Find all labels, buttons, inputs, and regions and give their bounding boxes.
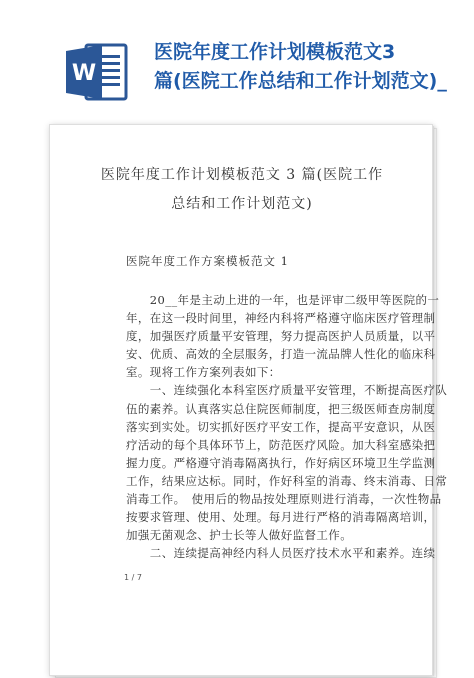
svg-text:W: W	[71, 61, 97, 86]
body-line: 按要求管理、使用、处理。每月进行严格的消毒隔离培训，	[126, 510, 436, 525]
body-line: 年，在这一段时间里，神经内科将严格遵守临床医疗管理制	[126, 311, 436, 326]
body-line: 安、优质、高效的全层服务，打造一流品牌人性化的临床科	[126, 347, 436, 362]
body-line: 握力度。严格遵守消毒隔离执行，作好病区环境卫生学监测	[126, 455, 436, 470]
body-line: 落实到实处。切实抓好医疗平安工作，提高平安意识，从医	[126, 419, 436, 434]
document-page	[49, 124, 448, 676]
header-title-line-2: 篇(医院工作总结和工作计划范文)_	[154, 70, 447, 92]
page-title-line-1: 医院年度工作计划模板范文 3 篇(医院工作	[100, 167, 384, 183]
body-text	[126, 291, 448, 562]
body-line: 加强无菌观念、护士长等人做好监督工作。	[126, 528, 353, 543]
page-title-line-2: 总结和工作计划范文)	[171, 196, 313, 212]
body-line: 度，加强医疗质量平安管理，努力提高医护人员质量，以平	[126, 329, 436, 344]
section-heading: 医院年度工作方案模板范文 1	[126, 254, 289, 268]
word-document-icon	[66, 41, 128, 103]
body-line: 20__年是主动上进的一年，也是评审二级甲等医院的一	[126, 293, 440, 307]
page-number: 1 / 7	[124, 573, 142, 582]
document-header-title	[154, 38, 466, 96]
body-line: 室。现将工作方案列表如下：	[126, 365, 281, 380]
body-line: 二、连续提高神经内科人员医疗技术水平和素养。连续	[126, 546, 436, 561]
body-line: 工作，结果应达标。同时，作好科室的消毒、终末消毒、日常	[126, 473, 448, 488]
body-line: 一、连续强化本科室医疗质量平安管理，不断提高医疗队	[126, 383, 448, 398]
document-preview	[49, 124, 448, 676]
body-line: 消毒工作。 使用后的物品按处理原则进行消毒，一次性物品	[126, 492, 442, 507]
body-line: 伍的素养。认真落实总住院医师制度，把三级医师查房制度	[126, 401, 436, 416]
header-title-line-1: 医院年度工作计划模板范文3	[154, 41, 396, 63]
body-line: 疗活动的每个具体环节上，防范医疗风险。加大科室感染把	[126, 437, 436, 452]
page-title	[80, 161, 404, 219]
